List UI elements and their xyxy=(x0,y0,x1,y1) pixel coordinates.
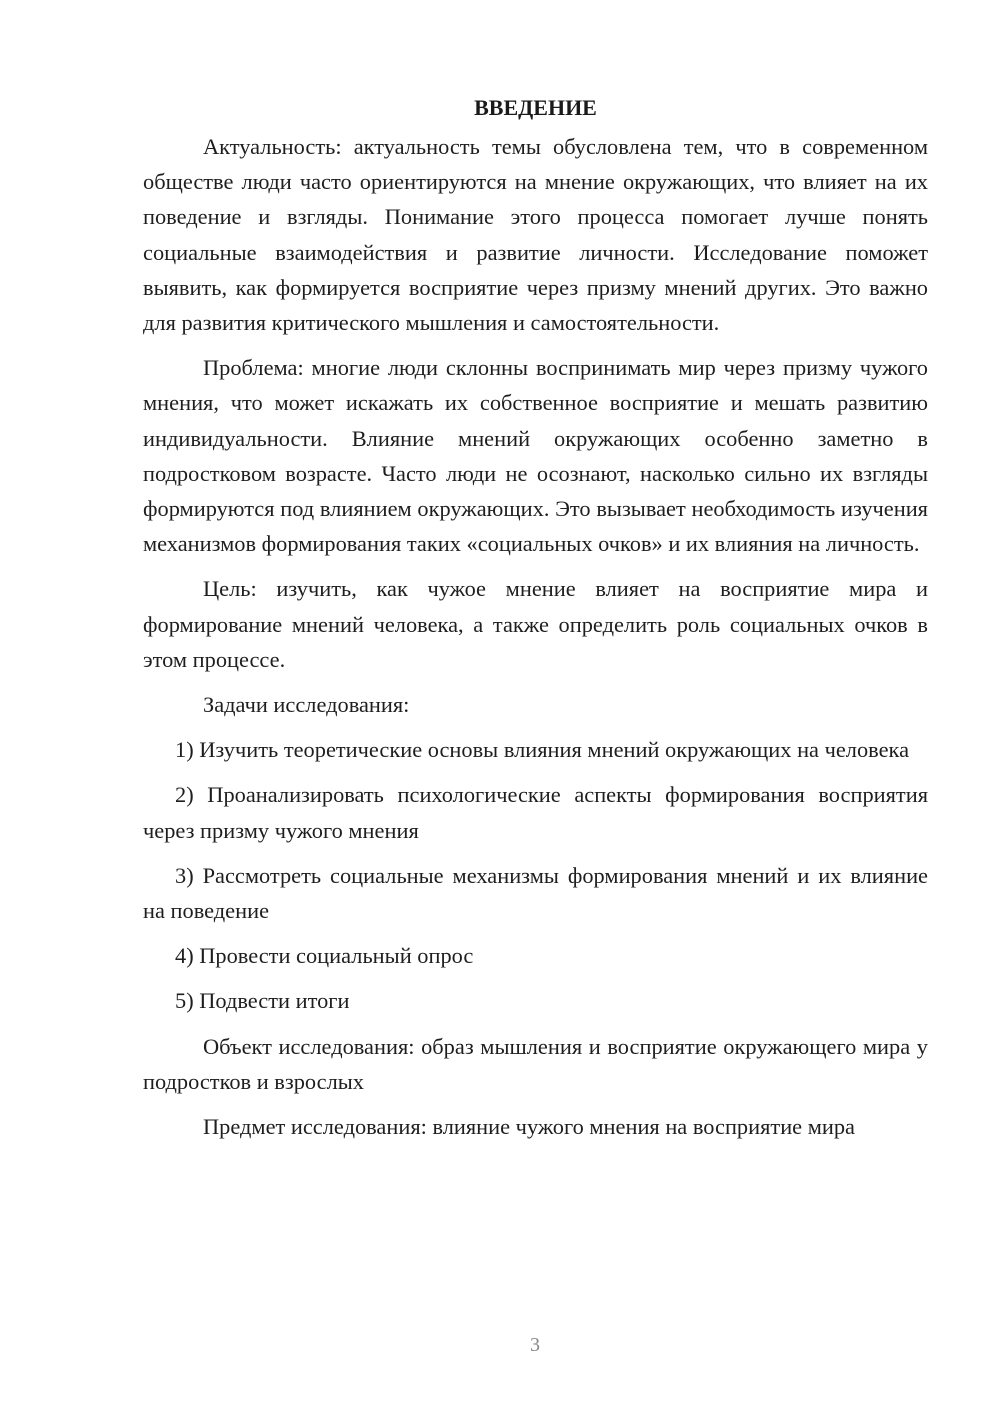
task-item: 1) Изучить теоретические основы влияния мнений окружающих на человека xyxy=(175,737,910,763)
tasks-title: Задачи исследования: xyxy=(203,692,410,718)
page-content xyxy=(143,90,928,1144)
paragraph-subject: Предмет исследования: влияние чужого мнения на восприятие мира xyxy=(203,1114,855,1140)
paragraph-goal: Цель: изучить, как чужое мнение влияет на восприятие мира и формирование мнений человека, а также определить роль социальных очков в этом процессе. xyxy=(143,576,928,672)
section-heading: ВВЕДЕНИЕ xyxy=(474,95,597,120)
task-item: 5) Подвести итоги xyxy=(175,988,350,1014)
paragraph-problem: Проблема: многие люди склонны воспринимать мир через призму чужого мнения, что может искажать их собственное восприятие и мешать развитию индивидуальности. Влияние мнений окружающих особенно заметно в подростковом возрасте. Часто люди не осознают, насколько сильно их взгляды формируются под влиянием окружающих. Это вызывает необходимость изучения механизмов формирования таких «социальных очков» и их влияния на личность. xyxy=(143,355,928,557)
task-item: 3) Рассмотреть социальные механизмы формирования мнений и их влияние на поведение xyxy=(143,862,928,924)
paragraph-object: Объект исследования: образ мышления и восприятие окружающего мира у подростков и взрослых xyxy=(143,1033,928,1094)
page-number: 3 xyxy=(530,1334,540,1356)
paragraph-relevance: Актуальность: актуальность темы обусловлена тем, что в современном обществе люди часто ориентируются на мнение окружающих, что влияет на их поведение и взгляды. Понимание этого процесса помогает лучше понять социальные взаимодействия и развитие личности. Исследование поможет выявить, как формируется восприятие через призму мнений других. Это важно для развития критического мышления и самостоятельности. xyxy=(143,134,928,336)
task-item: 2) Проанализировать психологические аспекты формирования восприятия через призму чужого мнения xyxy=(143,782,928,843)
task-item: 4) Провести социальный опрос xyxy=(175,943,474,969)
